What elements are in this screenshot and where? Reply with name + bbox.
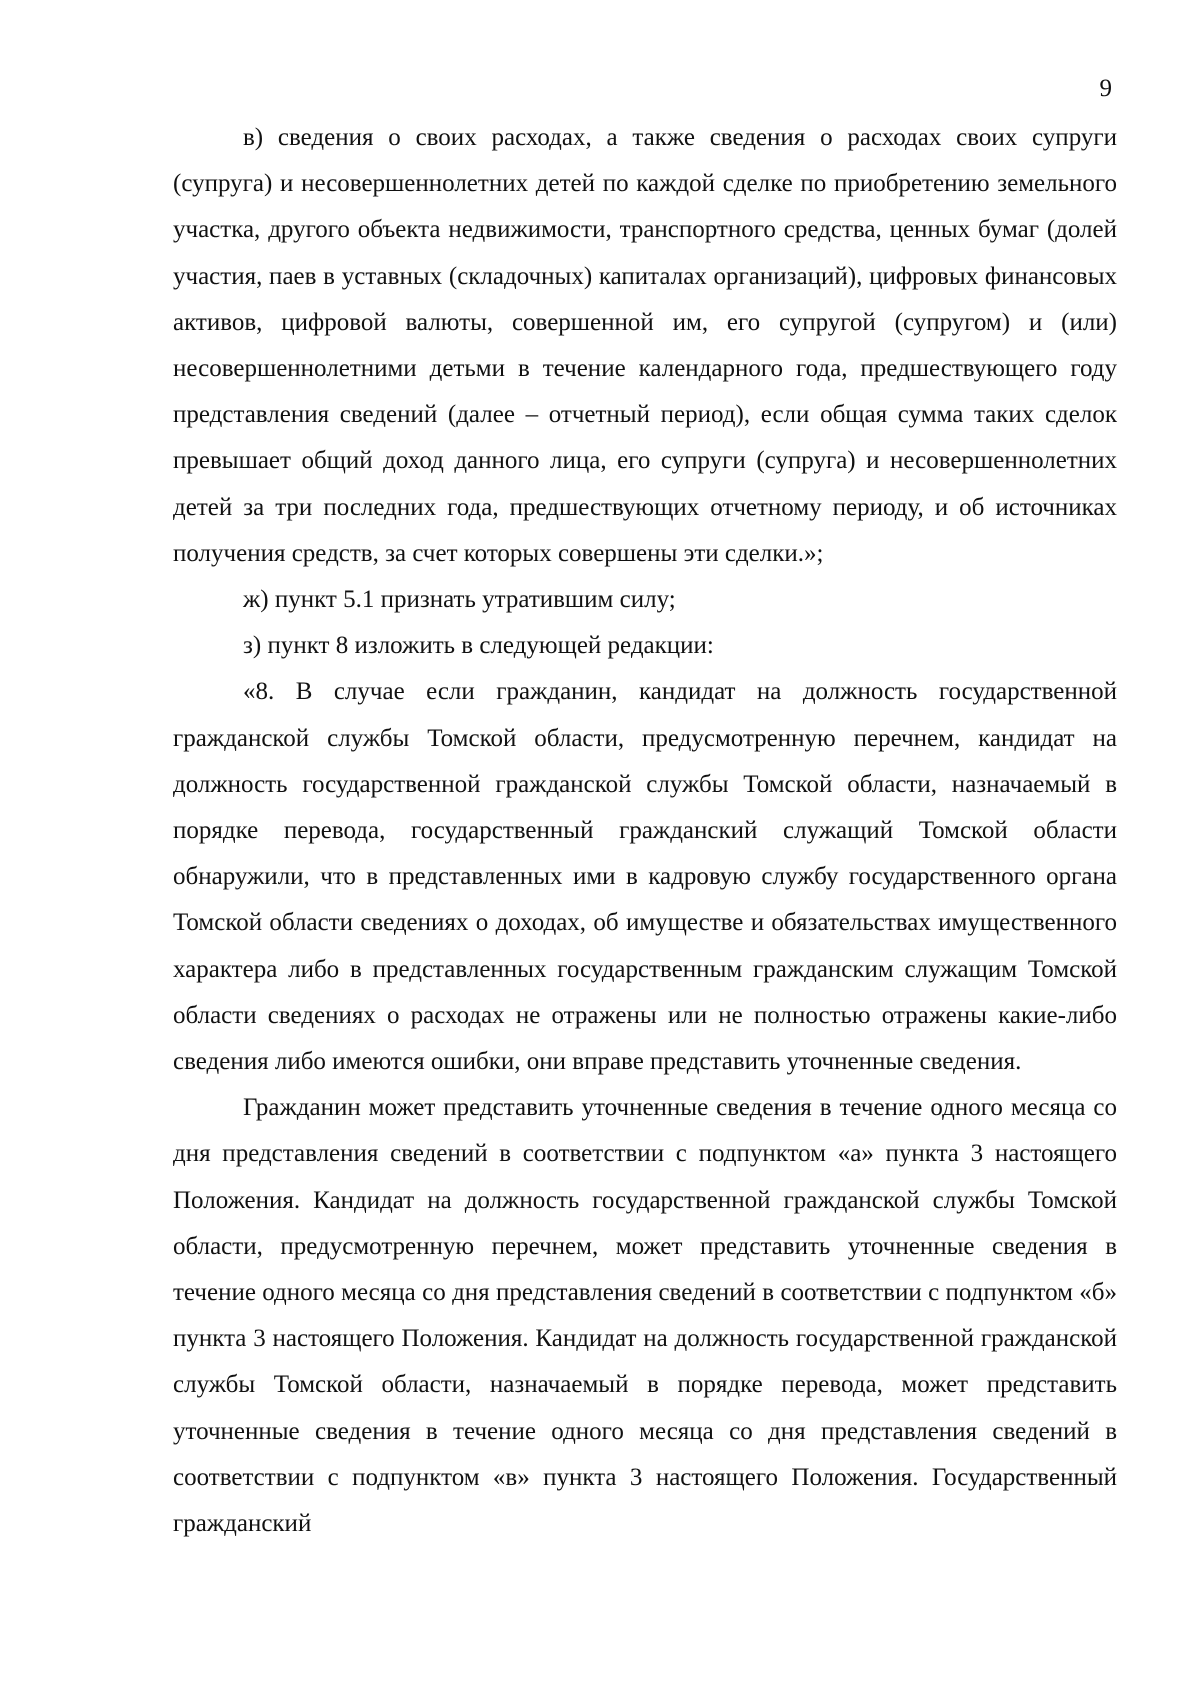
paragraph-clarified-info: Гражданин может представить уточненные сведения в течение одного месяца со дня представления сведений в соответствии с подпунктом «а» пункта 3 настоящего Положения. Кандидат на должность государственной гражданской службы Томской области, предусмотренную перечнем, может представить уточненные сведения в течение одного месяца со дня представления сведений в соответствии с подпунктом «б» пункта 3 настоящего Положения. Кандидат на должность государственной гражданской службы Томской области, назначаемый в порядке перевода, может представить уточненные сведения в течение одного месяца со дня представления сведений в соответствии с подпунктом «в» пункта 3 настоящего Положения. Государственный гражданский <box>173 1094 1117 1538</box>
paragraph-expenses-info: в) сведения о своих расходах, а также сведения о расходах своих супруги (супруга) и несовершеннолетних детей по каждой сделке по приобретению земельного участка, другого объекта недвижимости, транспортного средства, ценных бумаг (долей участия, паев в уставных (складочных) капиталах организаций), цифровых финансовых активов, цифровой валюты, совершенной им, его супругой (супругом) и (или) несовершеннолетними детьми в течение календарного года, предшествующего году представления сведений (далее – отчетный период), если общая сумма таких сделок превышает общий доход данного лица, его супруги (супруга) и несовершеннолетних детей за три последних года, предшествующих отчетному периоду, и об источниках получения средств, за счет которых совершены эти сделки.»; <box>173 124 1117 567</box>
paragraph-item-z: з) пункт 8 изложить в следующей редакции: <box>243 632 714 660</box>
paragraph-clause-8: «8. В случае если гражданин, кандидат на должность государственной гражданской службы Томской области, предусмотренную перечнем, кандидат на должность государственной гражданской службы Томской области, назначаемый в порядке перевода, государственный гражданский служащий Томской области обнаружили, что в представленных ими в кадровую службу государственного органа Томской области сведениях о доходах, об имуществе и обязательствах имущественного характера либо в представленных государственным гражданским служащим Томской области сведениях о расходах не отражены или не полностью отражены какие-либо сведения либо имеются ошибки, они вправе представить уточненные сведения. <box>173 678 1117 1076</box>
document-body <box>173 115 1117 1547</box>
page-number: 9 <box>1099 75 1112 102</box>
paragraph-item-zh: ж) пункт 5.1 признать утратившим силу; <box>243 586 676 614</box>
